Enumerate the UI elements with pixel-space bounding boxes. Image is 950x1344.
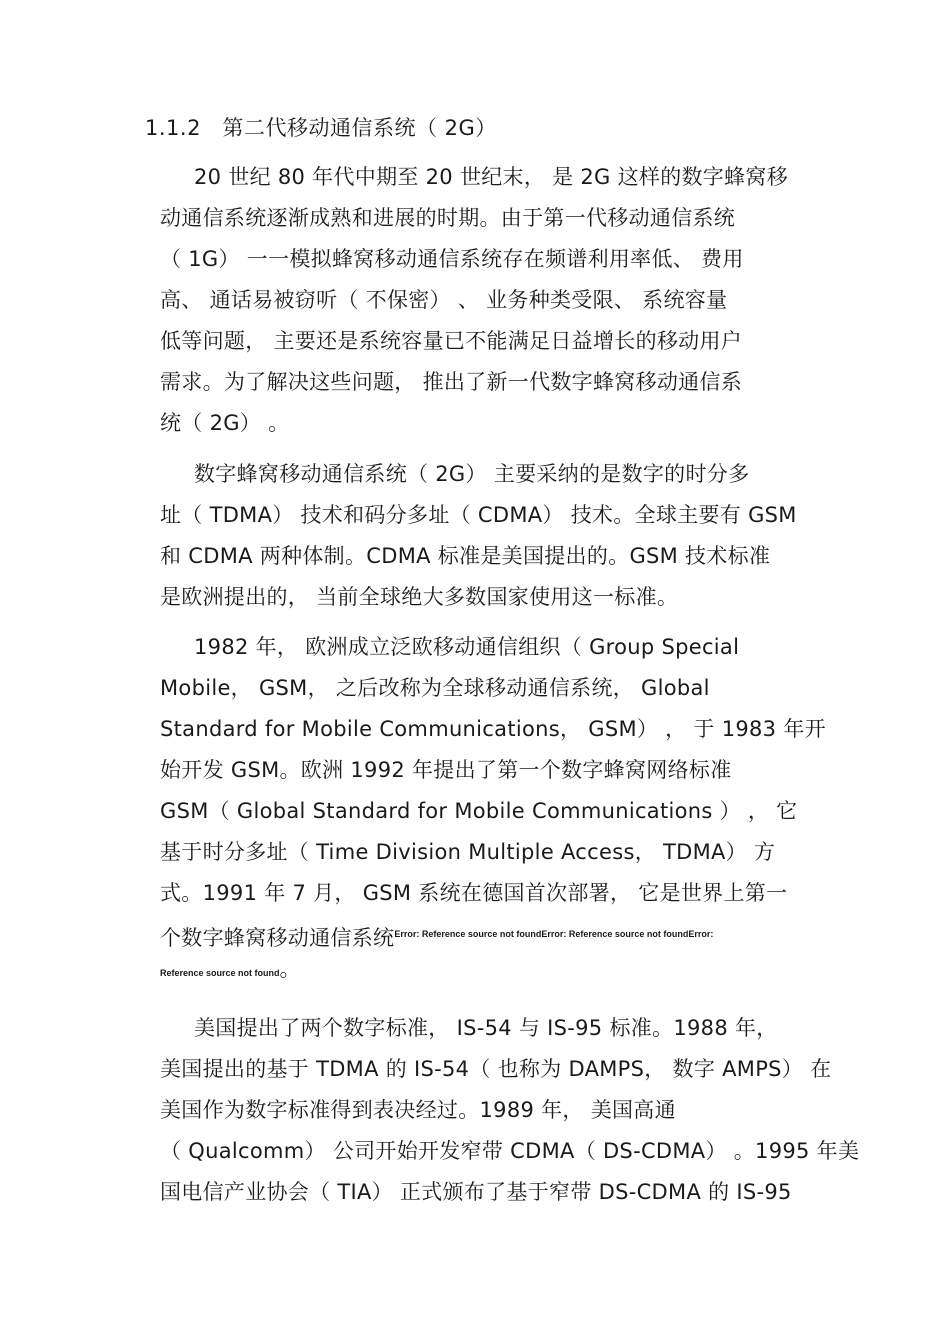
text-line: 始开发 GSM。欧洲 1992 年提出了第一个数字蜂窝网络标准 [160, 758, 732, 782]
paragraph-us-standards [160, 1008, 860, 1213]
text-line: 美国作为数字标准得到表决经过。1989 年， 美国高通 [160, 1098, 676, 1122]
text-line: 国电信产业协会（ TIA） 正式颁布了基于窄带 DS-CDMA 的 IS-95 [160, 1180, 792, 1204]
text-line: 高、 通话易被窃听（ 不保密） 、 业务种类受限、 系统容量 [160, 288, 728, 312]
text-line: 美国提出的基于 TDMA 的 IS-54（ 也称为 DAMPS， 数字 AMPS） 在 [160, 1057, 832, 1081]
text-line: 址（ TDMA） 技术和码分多址（ CDMA） 技术。全球主要有 GSM [160, 503, 797, 527]
text-line: 是欧洲提出的， 当前全球绝大多数国家使用这一标准。 [160, 585, 679, 609]
text-line: 数字蜂窝移动通信系统（ 2G） 主要采纳的是数字的时分多 [194, 462, 750, 486]
text-line: 基于时分多址（ Time Division Multiple Access， TDMA） 方 [160, 840, 776, 864]
reference-error-note: Reference source not found [160, 968, 280, 978]
section-number: 1.1.2 [145, 116, 201, 140]
text-line: 和 CDMA 两种体制。CDMA 标准是美国提出的。GSM 技术标准 [160, 544, 771, 568]
text-line: 美国提出了两个数字标准， IS-54 与 IS-95 标准。1988 年， [194, 1016, 778, 1040]
text-fragment: 个数字蜂窝移动通信系统 [160, 926, 395, 950]
section-heading [145, 113, 497, 143]
text-line [160, 914, 800, 955]
text-line: Standard for Mobile Communications， GSM） ， 于 1983 年开 [160, 717, 826, 741]
paragraph-tdma-cdma [160, 454, 800, 618]
text-line: 动通信系统逐渐成熟和进展的时期。由于第一代移动通信系统 [160, 206, 736, 230]
paragraph-2g-intro [160, 157, 800, 444]
text-line: 需求。为了解决这些问题， 推出了新一代数字蜂窝移动通信系 [160, 370, 743, 394]
text-line: 20 世纪 80 年代中期至 20 世纪末， 是 2G 这样的数字蜂窝移 [194, 165, 788, 189]
text-line [160, 955, 800, 983]
text-line: 低等问题， 主要还是系统容量已不能满足日益增长的移动用户 [160, 329, 743, 353]
text-line: （ 1G） 一一模拟蜂窝移动通信系统存在频谱利用率低、 费用 [160, 247, 744, 271]
paragraph-gsm-history [160, 627, 826, 983]
section-title: 第二代移动通信系统（ 2G） [222, 116, 497, 140]
text-line: GSM（ Global Standard for Mobile Communications ） ， 它 [160, 799, 798, 823]
text-line: Mobile， GSM， 之后改称为全球移动通信系统， Global [160, 676, 710, 700]
text-line: 式。1991 年 7 月， GSM 系统在德国首次部署， 它是世界上第一 [160, 881, 788, 905]
text-line: 统（ 2G） 。 [160, 411, 290, 435]
text-line: （ Qualcomm） 公司开始开发窄带 CDMA（ DS-CDMA） 。1995 年美 [160, 1139, 860, 1163]
text-line: 1982 年， 欧洲成立泛欧移动通信组织（ Group Special [194, 635, 740, 659]
end-mark: 。 [279, 957, 301, 981]
reference-error-note: Error: Reference source not foundError: Reference source not foundError: [394, 929, 714, 939]
